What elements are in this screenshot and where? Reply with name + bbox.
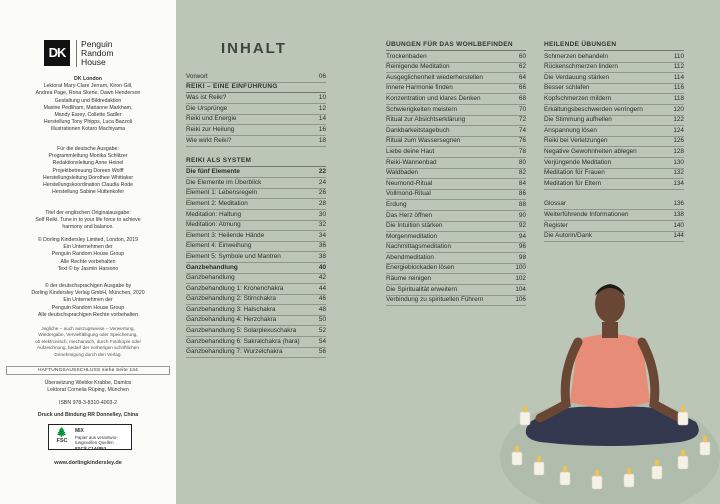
credits-uk: DK London Lektorat Mary-Clare Jerram, Kiron Gill, Andrea Page, Rona Skene, Dawn Henderson Gestaltung und Bildredaktion Maxine Pedliham, Marianne Markham, Mandy Earey, Collette Sadler Herstellung Tony Phipps, Luca Bazzoli Illustrationen Kotaro Machiyama — [4, 76, 172, 133]
imprint-line: Übersetzung Wiebke Krabbe, Damlos — [44, 380, 132, 386]
toc-entry-title: Die Stimmung aufhellen — [544, 116, 612, 124]
toc-entry-title: Ganzbehandlung 7: Wurzelchakra — [186, 348, 283, 356]
toc-entry[interactable] — [386, 222, 526, 233]
toc-entry-title: Reiki-Wannenbad — [386, 158, 437, 166]
toc-entry[interactable] — [186, 136, 326, 147]
toc-entry-page: 100 — [515, 264, 526, 272]
toc-entry-page: 98 — [518, 253, 526, 261]
toc-entry[interactable] — [386, 94, 526, 105]
toc-entry[interactable] — [386, 211, 526, 222]
publisher-logo — [44, 40, 140, 70]
flame-icon — [523, 406, 527, 413]
toc-entry-title: Element 2: Meditation — [186, 199, 248, 207]
toc-entry-title: Liebe deine Haut — [386, 147, 435, 155]
toc-entry-title: Die Spiritualität erweitern — [386, 285, 458, 293]
toc-entry[interactable] — [186, 231, 326, 242]
toc-entry[interactable] — [544, 105, 684, 116]
figure-shirt — [570, 334, 650, 408]
toc-entry-title: Was ist Reiki? — [186, 94, 227, 102]
copyright-de — [4, 283, 172, 319]
toc-section-heading: HEILENDE ÜBUNGEN — [544, 41, 684, 51]
toc-entry-title: Negative Gewohnheiten ablegen — [544, 147, 637, 155]
fsc-tree-icon: 🌲 FSC — [56, 427, 68, 444]
imprint-line: Projektbetreuung Doreen Wolff — [52, 167, 124, 174]
toc-entry[interactable] — [186, 326, 326, 337]
imprint-line: Herstellung Tony Phipps, Luca Bazzoli — [43, 119, 133, 126]
toc-entry-page: 40 — [318, 263, 326, 271]
toc-entry-title: Register — [544, 221, 568, 229]
toc-entry-page: 72 — [518, 116, 526, 124]
toc-entry-title: Erdung — [386, 200, 407, 208]
toc-entry-title: Morgenmeditation — [386, 232, 438, 240]
imprint-line: Alle Rechte vorbehalten — [60, 258, 116, 265]
toc-entry[interactable] — [544, 200, 684, 211]
toc-entry-page: 12 — [318, 104, 326, 112]
page-title: INHALT — [221, 40, 287, 57]
toc-entry-page: 116 — [673, 84, 684, 92]
candle-icon — [652, 466, 662, 479]
toc-entry[interactable] — [186, 94, 326, 105]
toc-section-heading: REIKI – EINE EINFÜHRUNG — [186, 83, 326, 93]
copyright-uk — [4, 237, 172, 273]
imprint-line: Gestaltung und Bildredaktion — [54, 97, 122, 104]
toc-entry[interactable] — [544, 63, 684, 74]
toc-entry[interactable] — [186, 115, 326, 126]
toc-entry-page: 26 — [318, 189, 326, 197]
toc-entry[interactable] — [544, 116, 684, 127]
toc-entry-title: Die Verdauung stärken — [544, 73, 610, 81]
toc-entry[interactable] — [544, 137, 684, 148]
toc-entry-title: Meditation: Haltung — [186, 210, 242, 218]
toc-entry[interactable] — [186, 210, 326, 221]
toc-entry-page: 96 — [518, 243, 526, 251]
isbn: ISBN 978-3-8310-4003-2 — [59, 400, 117, 406]
flame-icon — [681, 450, 685, 457]
toc-entry[interactable] — [186, 178, 326, 189]
toc-entry-page: 32 — [318, 221, 326, 229]
toc-entry[interactable] — [544, 158, 684, 169]
toc-entry-title: Ausgeglichenheit wiederherstellen — [386, 73, 483, 81]
toc-entry-title: Die Ursprünge — [186, 104, 228, 112]
toc-entry[interactable] — [386, 169, 526, 180]
toc-entry[interactable] — [386, 116, 526, 127]
toc-entry-page: 36 — [318, 242, 326, 250]
toc-entry-title: Meditation: Atmung — [186, 221, 241, 229]
imprint-line: Programmleitung Monika Schlitzer — [48, 153, 128, 160]
toc-entry-page: 60 — [518, 52, 526, 60]
flame-icon — [537, 456, 541, 463]
toc-entry-page: 18 — [318, 136, 326, 144]
toc-entry-title: Ganzbehandlung 6: Sakralchakra (hara) — [186, 337, 300, 345]
toc-entry-page: 78 — [518, 147, 526, 155]
toc-entry[interactable] — [544, 210, 684, 221]
toc-entry-page: 24 — [318, 178, 326, 186]
website-link[interactable]: www.dorlingkindersley.de — [54, 460, 122, 466]
candle-icon — [700, 442, 710, 455]
toc-entry[interactable] — [544, 179, 684, 190]
disclaimer-box: HAFTUNGSAUSSCHLUSS siehe Seite 144 — [6, 366, 170, 375]
toc-entry-page: 30 — [318, 210, 326, 218]
candle-icon — [512, 452, 522, 465]
toc-section-heading: REIKI ALS SYSTEM — [186, 157, 326, 167]
imprint-line: Mandy Earey, Collette Sadler — [54, 111, 122, 118]
imprint-line: Herstellungskoordination Claudia Rode — [43, 181, 133, 188]
toc-entry[interactable] — [386, 52, 526, 63]
imprint-line: Redaktionsleitung Anne Heinel — [52, 160, 124, 167]
imprint-line: Lektorat Cornelia Rüping, München — [47, 387, 129, 394]
toc-entry-title: Schwierigkeiten meistern — [386, 105, 458, 113]
toc-entry-page: 124 — [673, 126, 684, 134]
toc-entry[interactable] — [386, 158, 526, 169]
toc-entry[interactable] — [186, 337, 326, 348]
toc-entry[interactable] — [186, 221, 326, 232]
toc-entry-title: Ritual zum Wassersegnen — [386, 137, 461, 145]
toc-entry-title: Trockenbaden — [386, 52, 427, 60]
toc-entry-page: 126 — [673, 137, 684, 145]
toc-entry[interactable] — [386, 243, 526, 254]
imprint-line: Ein Unternehmen der — [63, 297, 113, 304]
imprint-line: Dorling Kindersley Verlag GmbH, München, 2020 — [31, 290, 145, 297]
toc-entry-title: Räume reinigen — [386, 275, 432, 283]
imprint-line: Self Reiki. Tune in to your life force to achieve — [35, 217, 141, 224]
toc-entry[interactable] — [544, 169, 684, 180]
candle-icon — [678, 412, 688, 425]
toc-entry-title: Energieblockaden lösen — [386, 264, 455, 272]
toc-entry-title: Element 3: Heilende Hände — [186, 231, 265, 239]
toc-entry[interactable] — [544, 147, 684, 158]
imprint-line: harmony and balance. — [62, 224, 114, 231]
imprint-line: ob elektronisch, mechanisch, durch Fotokopie oder — [34, 338, 142, 344]
toc-entry[interactable] — [386, 147, 526, 158]
toc-entry[interactable] — [186, 295, 326, 306]
flame-icon — [563, 466, 567, 473]
toc-entry[interactable] — [544, 84, 684, 95]
meditation-illustration — [500, 262, 720, 504]
toc-entry-title: Waldbaden — [386, 169, 419, 177]
toc-entry-page: 90 — [518, 211, 526, 219]
toc-spacer — [186, 147, 326, 157]
toc-entry-page: 104 — [515, 285, 526, 293]
toc-entry-page: 52 — [318, 327, 326, 335]
toc-entry-page: 70 — [518, 105, 526, 113]
toc-entry-title: Vorwort — [186, 72, 208, 80]
toc-entry[interactable] — [186, 104, 326, 115]
toc-entry-page: 128 — [673, 147, 684, 155]
toc-entry-title: Die Autorin/Dank — [544, 232, 592, 240]
toc-entry-page: 136 — [673, 200, 684, 208]
toc-entry[interactable] — [386, 179, 526, 190]
flame-icon — [515, 446, 519, 453]
toc-entry-title: Wie wirkt Reiki? — [186, 136, 232, 144]
fsc-certificate — [48, 424, 132, 450]
toc-entry-title: Innere Harmonie finden — [386, 84, 453, 92]
toc-entry-page: 102 — [515, 275, 526, 283]
toc-entry-title: Reiki bei Verletzungen — [544, 137, 608, 145]
translation-credits — [4, 380, 172, 394]
imprint-line: Andrea Page, Rona Skene, Dawn Henderson — [35, 90, 141, 97]
toc-entry[interactable] — [386, 105, 526, 116]
imprint-line: Aufzeichnung, bedarf der vorherigen schriftlichen — [37, 345, 139, 351]
toc-entry-title: Glossar — [544, 200, 567, 208]
toc-entry-title: Weiterführende Informationen — [544, 210, 629, 218]
candle-icon — [534, 462, 544, 475]
toc-entry[interactable] — [186, 274, 326, 285]
flame-icon — [627, 468, 631, 475]
toc-entry-title: Ganzbehandlung — [186, 263, 238, 271]
toc-entry-page: 110 — [673, 52, 684, 60]
toc-entry-page: 92 — [518, 222, 526, 230]
toc-entry-page: 22 — [318, 168, 326, 176]
seated-figure — [526, 284, 699, 446]
candle-icon — [678, 456, 688, 469]
toc-entry[interactable] — [186, 252, 326, 263]
toc-entry-title: Das Herz öffnen — [386, 211, 433, 219]
toc-entry[interactable] — [186, 348, 326, 359]
toc-entry-title: Verjüngende Meditation — [544, 158, 612, 166]
figure-neck — [602, 322, 618, 338]
toc-entry-title: Verbindung zu spirituellen Führern — [386, 296, 484, 304]
toc-entry-page: 16 — [318, 125, 326, 133]
toc-entry-title: Ganzbehandlung 5: Solarplexuschakra — [186, 327, 297, 335]
toc-entry-page: 48 — [318, 305, 326, 313]
imprint-line: Maxine Pedliham, Marianne Markham, — [43, 104, 133, 111]
toc-entry-page: 66 — [518, 84, 526, 92]
toc-entry[interactable] — [544, 221, 684, 232]
toc-entry-page: 62 — [518, 63, 526, 71]
imprint-line: Alle deutschsprachigen Rechte vorbehalten — [37, 311, 139, 318]
toc-entry[interactable] — [186, 72, 326, 83]
toc-entry-page: 82 — [518, 169, 526, 177]
flame-icon — [703, 436, 707, 443]
imprint-line: Genehmigung durch den Verlag. — [54, 351, 122, 357]
toc-entry-page: 88 — [518, 200, 526, 208]
imprint-line: Ein Unternehmen der — [63, 244, 113, 251]
toc-entry-page: 10 — [318, 94, 326, 102]
toc-entry-page: 140 — [673, 221, 684, 229]
toc-entry-page: 80 — [518, 158, 526, 166]
imprint-line: © Dorling Kindersley Limited, London, 2019 — [37, 237, 139, 243]
toc-entry-title: Reinigende Meditation — [386, 63, 450, 71]
original-title — [4, 210, 172, 232]
toc-entry-title: Kopfschmerzen mildern — [544, 94, 612, 102]
candle-icon — [520, 412, 530, 425]
toc-entry-page: 34 — [318, 231, 326, 239]
toc-entry-page: 122 — [673, 116, 684, 124]
toc-entry-page: 42 — [318, 274, 326, 282]
toc-entry-page: 68 — [518, 94, 526, 102]
toc-entry[interactable] — [186, 284, 326, 295]
toc-entry-page: 64 — [518, 73, 526, 81]
toc-entry-page: 134 — [673, 179, 684, 187]
toc-entry-title: Abendmeditation — [386, 253, 434, 261]
toc-entry-title: Ganzbehandlung 4: Herzchakra — [186, 316, 277, 324]
toc-entry-page: 114 — [673, 73, 684, 81]
toc-entry[interactable] — [186, 316, 326, 327]
toc-entry-page: 118 — [673, 94, 684, 102]
toc-entry[interactable] — [186, 125, 326, 136]
imprint-line: © der deutschsprachigen Ausgabe by — [44, 283, 132, 289]
toc-entry-title: Meditation für Frauen — [544, 169, 605, 177]
imprint-line: Illustrationen Kotaro Machiyama — [50, 126, 126, 133]
toc-entry-title: Dankbarkeitstagebuch — [386, 126, 450, 134]
toc-entry-title: Erkältungsbeschwerden verringern — [544, 105, 643, 113]
imprint-page — [0, 0, 176, 504]
toc-entry-page: 28 — [318, 199, 326, 207]
imprint-line: Für die deutsche Ausgabe: — [57, 146, 119, 152]
toc-entry[interactable] — [186, 189, 326, 200]
toc-entry-page: 06 — [318, 72, 326, 80]
toc-column-3 — [544, 41, 684, 242]
toc-entry-title: Die fünf Elemente — [186, 168, 240, 176]
toc-column-1 — [186, 72, 326, 358]
toc-entry-title: Schmerzen behandeln — [544, 52, 608, 60]
imprint-line: Herstellung Sabine Hüttenkofer — [51, 189, 125, 196]
toc-entry[interactable] — [186, 199, 326, 210]
toc-entry-page: 46 — [318, 295, 326, 303]
toc-entry-title: Konzentration und klares Denken — [386, 94, 481, 102]
toc-entry-title: Element 1: Lebensregeln — [186, 189, 258, 197]
publisher-name: Penguin Random House — [76, 40, 113, 67]
toc-entry[interactable] — [186, 305, 326, 316]
imprint-line: Herstellungsleitung Dorothee Whittaker — [42, 174, 134, 181]
imprint-line: Lektorat Mary-Clare Jerram, Kiron Gill, — [43, 83, 133, 90]
toc-entry-page: 132 — [673, 169, 684, 177]
toc-entry-page: 14 — [318, 115, 326, 123]
toc-entry-page: 144 — [673, 232, 684, 240]
imprint-line: Penguin Random House Group — [51, 251, 125, 258]
flame-icon — [595, 470, 599, 477]
toc-entry[interactable] — [386, 126, 526, 137]
toc-entry-title: Meditation für Eltern — [544, 179, 602, 187]
flame-icon — [681, 406, 685, 413]
toc-entry[interactable] — [386, 73, 526, 84]
candle-icon — [560, 472, 570, 485]
toc-entry-title: Nachmittagsmeditation — [386, 243, 452, 251]
fsc-text: MIX Papier aus verantwor- tungsvollen Quellen FSC® C144853 — [75, 428, 118, 451]
toc-entry[interactable] — [186, 263, 326, 274]
toc-entry[interactable] — [386, 63, 526, 74]
toc-entry-title: Neumond-Ritual — [386, 179, 433, 187]
toc-entry-title: Ritual zur Absichtserklärung — [386, 116, 466, 124]
toc-entry-page: 94 — [518, 232, 526, 240]
toc-entry-title: Ganzbehandlung 3: Halschakra — [186, 305, 276, 313]
toc-entry[interactable] — [386, 137, 526, 148]
toc-entry-title: Vollmond-Ritual — [386, 190, 431, 198]
toc-entry[interactable] — [386, 190, 526, 201]
toc-entry-page: 120 — [673, 105, 684, 113]
toc-entry-title: Element 4: Einweihung — [186, 242, 252, 250]
imprint-line: Jegliche – auch auszugsweise – Verwertung, — [41, 326, 135, 331]
imprint-line: Penguin Random House Group — [51, 304, 125, 311]
toc-entry-title: Reiki zur Heilung — [186, 125, 235, 133]
toc-entry-page: 44 — [318, 284, 326, 292]
toc-entry-title: Besser schlafen — [544, 84, 590, 92]
toc-entry-page: 74 — [518, 126, 526, 134]
candle-icon — [592, 476, 602, 489]
toc-spacer — [544, 190, 684, 200]
toc-entry-title: Rückenschmerzen lindern — [544, 63, 618, 71]
toc-entry-title: Anspannung lösen — [544, 126, 597, 134]
toc-entry[interactable] — [386, 232, 526, 243]
toc-entry-title: Element 5: Symbole und Mantren — [186, 252, 281, 260]
toc-entry-page: 76 — [518, 137, 526, 145]
toc-entry[interactable] — [386, 200, 526, 211]
toc-entry-page: 112 — [673, 63, 684, 71]
toc-entry[interactable] — [544, 73, 684, 84]
imprint-line: Titel der englischen Originalausgabe: — [45, 210, 131, 216]
toc-entry[interactable] — [544, 232, 684, 243]
toc-entry-title: Ganzbehandlung 2: Stirnchakra — [186, 295, 276, 303]
credits-de — [4, 146, 172, 196]
toc-entry-page: 50 — [318, 316, 326, 324]
toc-entry-page: 138 — [673, 210, 684, 218]
toc-entry-page: 130 — [673, 158, 684, 166]
toc-entry-title: Ganzbehandlung — [186, 274, 235, 282]
toc-entry-page: 86 — [518, 190, 526, 198]
toc-entry-page: 84 — [518, 179, 526, 187]
toc-entry-page: 54 — [318, 337, 326, 345]
print-info: Druck und Bindung RR Donnelley, China — [37, 412, 139, 418]
toc-entry-title: Ganzbehandlung 1: Kronenchakra — [186, 284, 284, 292]
legal-notice — [4, 326, 172, 358]
toc-entry-page: 106 — [515, 296, 526, 304]
toc-entry[interactable] — [544, 94, 684, 105]
flame-icon — [655, 460, 659, 467]
candle-icon — [624, 474, 634, 487]
toc-entry[interactable] — [186, 168, 326, 179]
toc-entry[interactable] — [544, 52, 684, 63]
dk-logo-icon: DK — [44, 40, 70, 66]
toc-section-heading: ÜBUNGEN FÜR DAS WOHLBEFINDEN — [386, 41, 526, 51]
toc-entry[interactable] — [186, 242, 326, 253]
toc-entry[interactable] — [544, 126, 684, 137]
imprint-line: Wiedergabe, Vervielfältigung oder Speicherung, — [38, 332, 138, 338]
toc-entry-page: 38 — [318, 252, 326, 260]
toc-entry-title: Die Intuition stärken — [386, 222, 443, 230]
toc-entry-title: Die Elemente im Überblick — [186, 178, 262, 186]
imprint-line: Text © by Jasmin Harsono — [57, 265, 119, 272]
toc-entry[interactable] — [386, 84, 526, 95]
toc-entry-page: 56 — [318, 348, 326, 356]
toc-entry-title: Reiki und Energie — [186, 115, 237, 123]
